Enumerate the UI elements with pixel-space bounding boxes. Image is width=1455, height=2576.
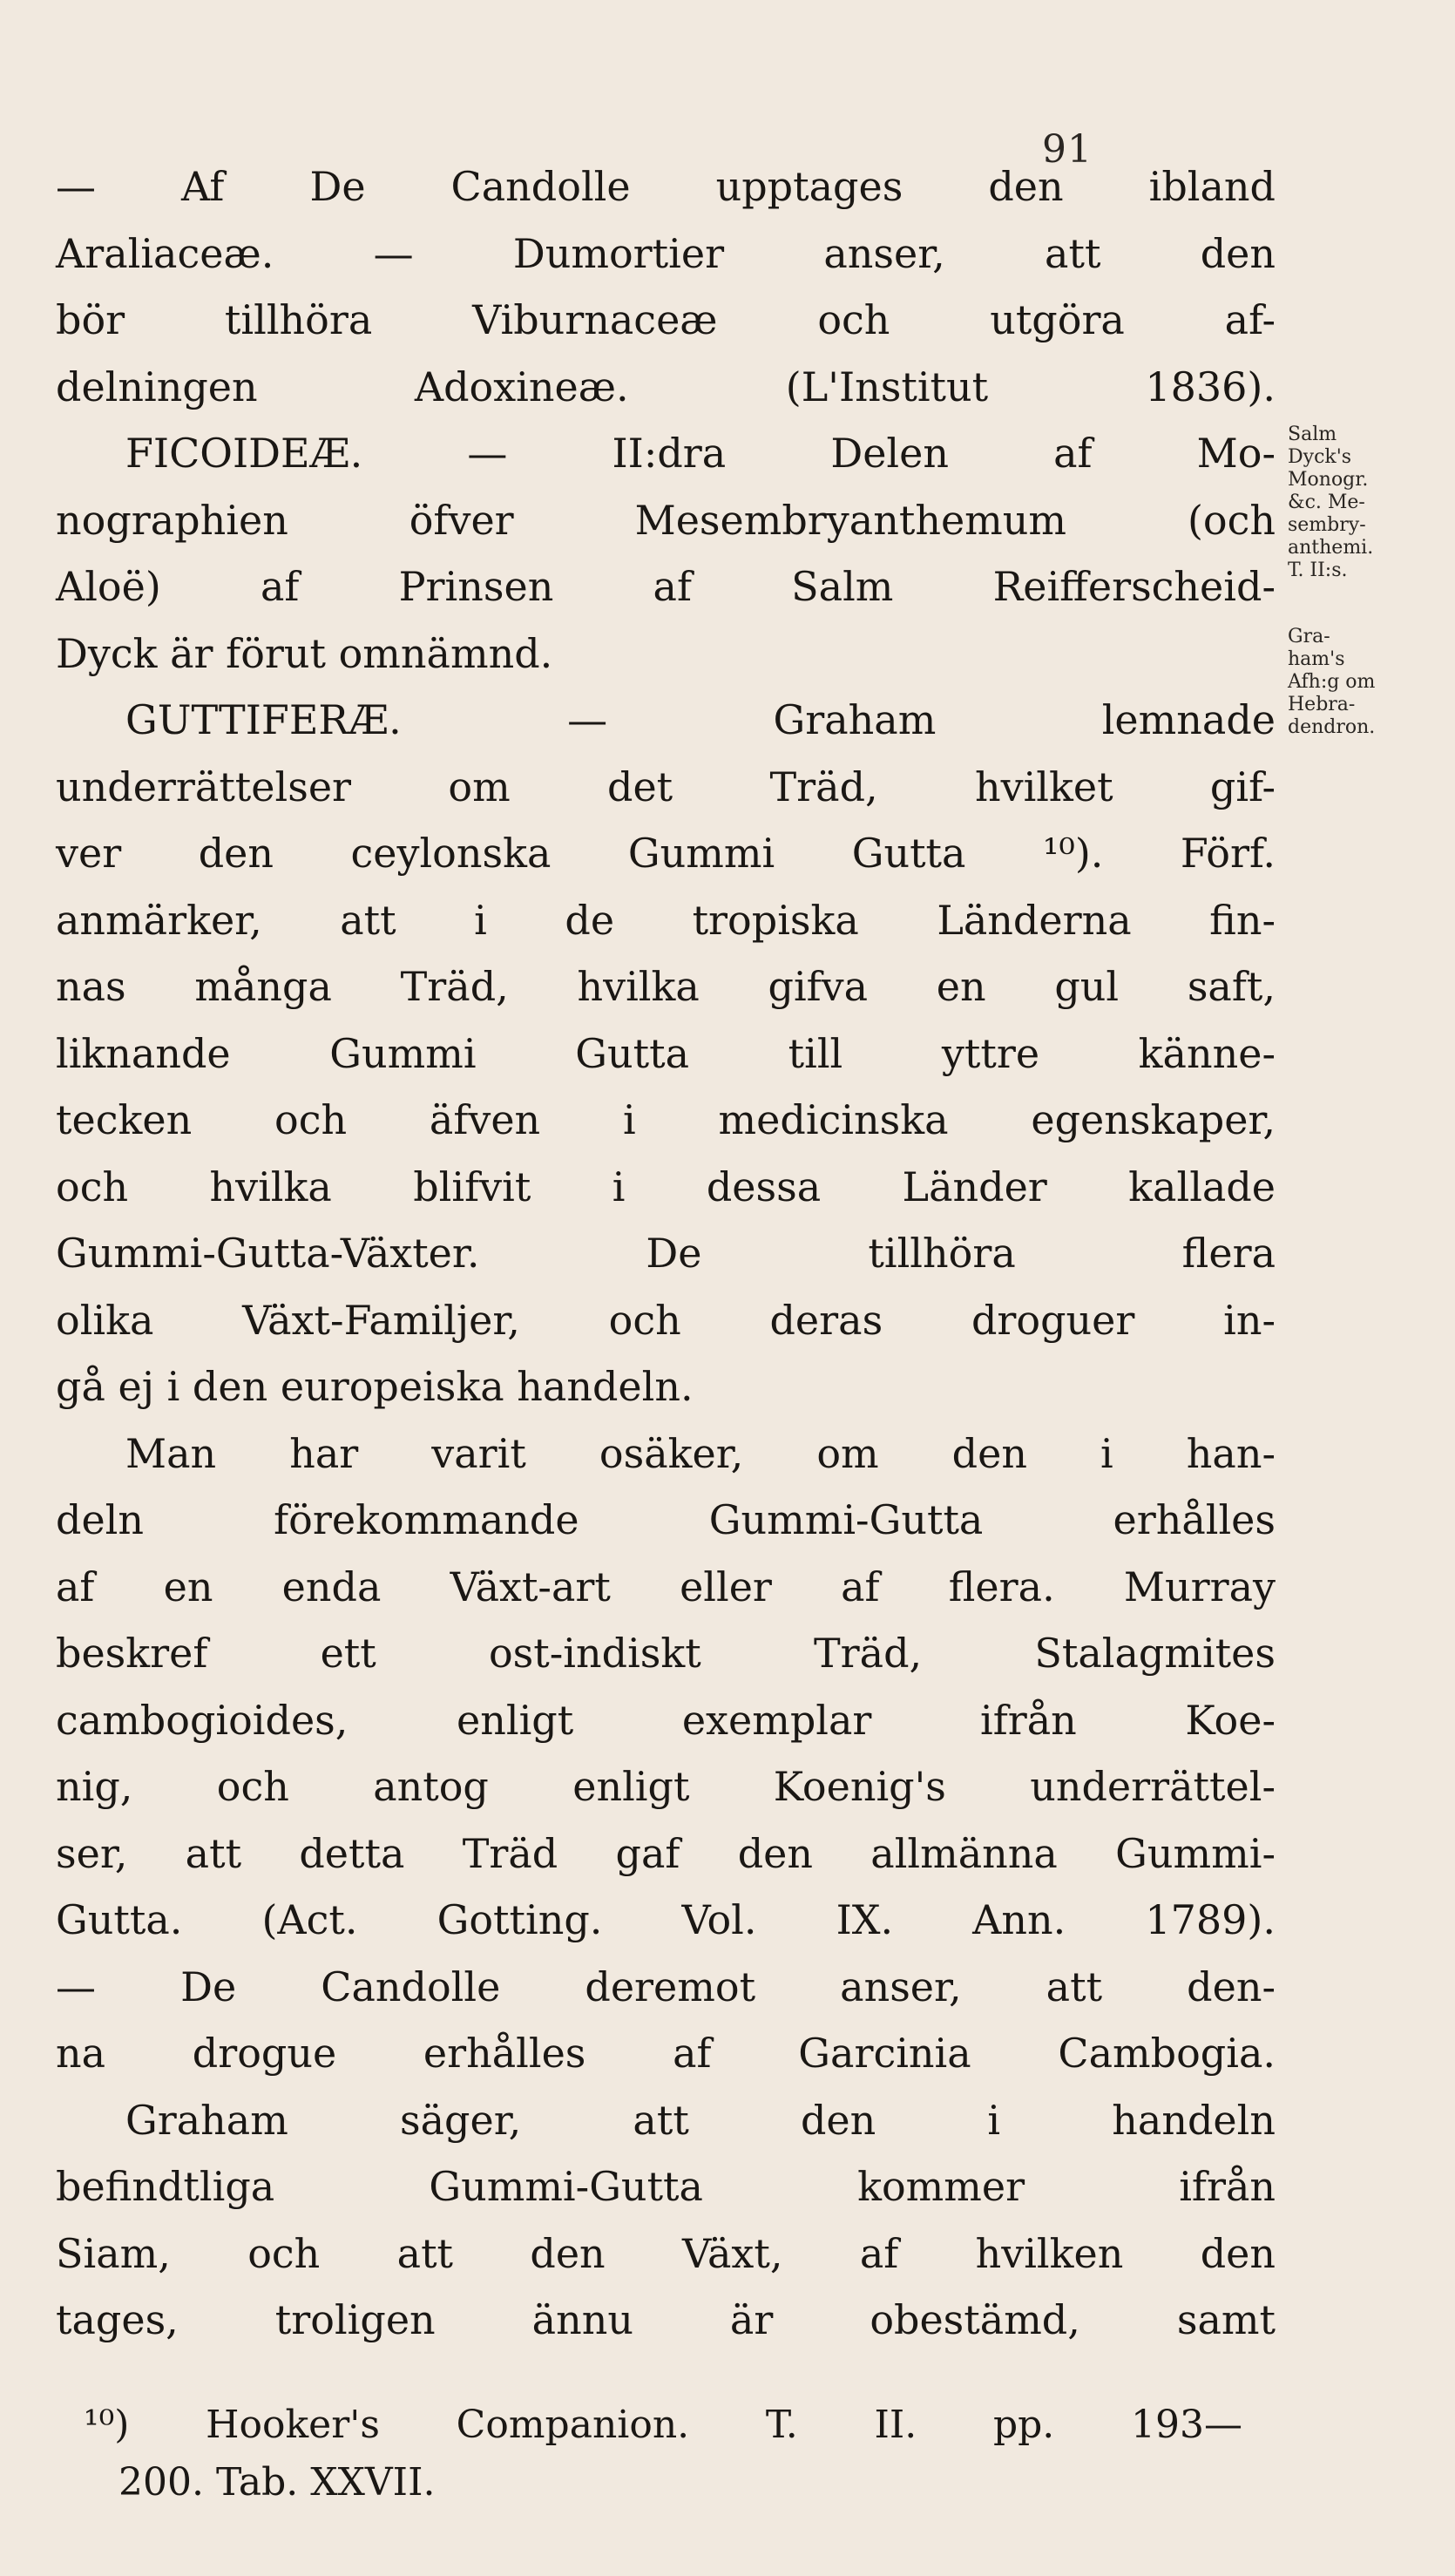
body-line: Aloë) af Prinsen af Salm Reifferscheid- bbox=[56, 563, 1276, 610]
page-number: 91 bbox=[1042, 127, 1093, 172]
body-line: tages, troligen ännu är obestämd, samt bbox=[56, 2296, 1276, 2343]
body-line: ver den ceylonska Gummi Gutta ¹⁰). Förf. bbox=[56, 830, 1276, 877]
body-line: nas många Träd, hvilka gifva en gul saft, bbox=[56, 963, 1276, 1010]
body-line: na drogue erhålles af Garcinia Cambogia. bbox=[56, 2030, 1276, 2077]
margin-note-salm bbox=[1288, 424, 1445, 582]
margin-note-line: anthemi. bbox=[1288, 537, 1374, 559]
body-line: och hvilka blifvit i dessa Länder kallade bbox=[56, 1163, 1276, 1210]
body-line: nig, och antog enligt Koenig's underrättel- bbox=[56, 1763, 1276, 1810]
body-line: ser, att detta Träd gaf den allmänna Gummi- bbox=[56, 1829, 1276, 1877]
body-line: tecken och äfven i medicinska egenskaper, bbox=[56, 1096, 1276, 1143]
body-line: Gummi-Gutta-Växter. De tillhöra flera bbox=[56, 1230, 1276, 1277]
margin-note-line: Afh:g om bbox=[1288, 671, 1376, 693]
body-line: liknande Gummi Gutta till yttre känne- bbox=[56, 1029, 1276, 1077]
body-line: — De Candolle deremot anser, att den- bbox=[56, 1963, 1276, 2010]
body-line: beskref ett ost-indiskt Träd, Stalagmites bbox=[56, 1630, 1276, 1677]
body-line: olika Växt-Familjer, och deras droguer in- bbox=[56, 1296, 1276, 1344]
margin-note-graham bbox=[1288, 626, 1445, 739]
margin-note-line: Salm bbox=[1288, 424, 1337, 445]
body-line: deln förekommande Gummi-Gutta erhålles bbox=[56, 1496, 1276, 1543]
margin-note-line: dendron. bbox=[1288, 716, 1376, 738]
body-line: bör tillhöra Viburnaceæ och utgöra af- bbox=[56, 296, 1276, 343]
footnote-line: 200. Tab. XXVII. bbox=[118, 2460, 436, 2505]
body-line: Siam, och att den Växt, af hvilken den bbox=[56, 2229, 1276, 2277]
margin-note-line: T. II:s. bbox=[1288, 559, 1348, 581]
body-line: Gutta. (Act. Gotting. Vol. IX. Ann. 1789). bbox=[56, 1896, 1276, 1943]
body-line: gå ej i den europeiska handeln. bbox=[56, 1363, 694, 1410]
margin-note-line: Monogr. bbox=[1288, 469, 1369, 491]
body-text bbox=[56, 153, 1276, 2354]
body-line: — Af De Candolle upptages den ibland bbox=[56, 163, 1276, 210]
body-line: Graham säger, att den i handeln bbox=[125, 2096, 1276, 2144]
margin-note-line: sembry- bbox=[1288, 514, 1366, 536]
body-line: Dyck är förut omnämnd. bbox=[56, 629, 553, 677]
margin-note-line: Dyck's bbox=[1288, 446, 1352, 468]
body-line: GUTTIFERÆ. — Graham lemnade bbox=[125, 696, 1276, 743]
body-line: cambogioides, enligt exemplar ifrån Koe- bbox=[56, 1696, 1276, 1744]
margin-note-line: &c. Me- bbox=[1288, 491, 1365, 513]
margin-note-line: Hebra- bbox=[1288, 694, 1356, 715]
footnote bbox=[84, 2396, 1242, 2512]
body-line: anmärker, att i de tropiska Länderna fin- bbox=[56, 896, 1276, 944]
body-line: underrättelser om det Träd, hvilket gif- bbox=[56, 763, 1276, 810]
body-line: af en enda Växt-art eller af flera. Murray bbox=[56, 1563, 1276, 1610]
footnote-rule bbox=[85, 2361, 1235, 2362]
body-line: Araliaceæ. — Dumortier anser, att den bbox=[56, 229, 1276, 277]
body-line: FICOIDEÆ. — II:dra Delen af Mo- bbox=[125, 430, 1276, 477]
margin-note-line: ham's bbox=[1288, 648, 1345, 670]
margin-note-line: Gra- bbox=[1288, 626, 1330, 647]
body-line: nographien öfver Mesembryanthemum (och bbox=[56, 496, 1276, 544]
body-line: Man har varit osäker, om den i han- bbox=[125, 1429, 1276, 1477]
body-line: delningen Adoxineæ. (L'Institut 1836). bbox=[56, 363, 1276, 410]
footnote-line: ¹⁰) Hooker's Companion. T. II. pp. 193— bbox=[84, 2403, 1242, 2447]
body-line: befindtliga Gummi-Gutta kommer ifrån bbox=[56, 2163, 1276, 2210]
